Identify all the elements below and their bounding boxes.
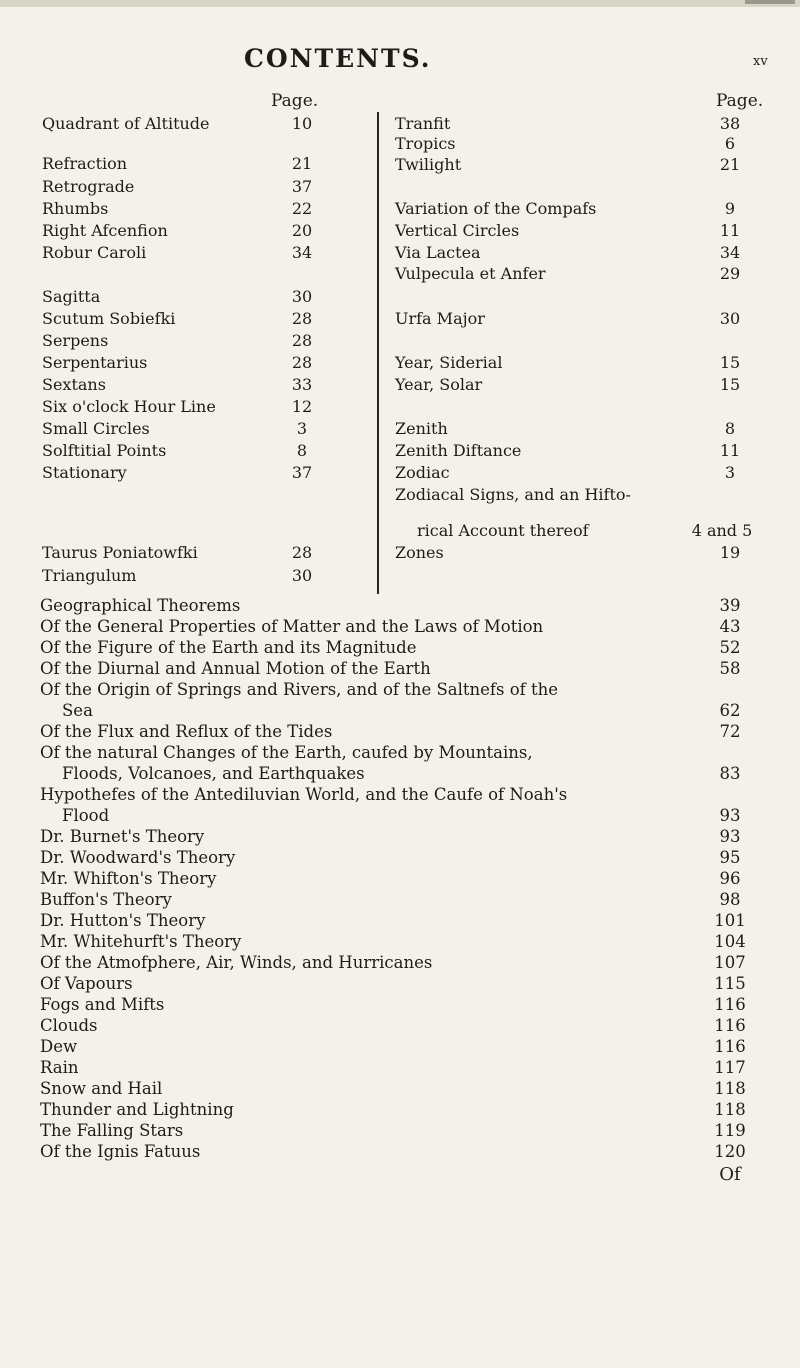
main-contents: Geographical Theorems 39 Of the General Properties of Matter and the Laws of Motion 43 Of the Figure of the Earth and its Magnitude 52 Of the Diurnal and Annual Motion of the Earth 58 Of the Origin of Springs and Rivers, and of the Saltnefs of the Sea 62 Of the Flux and Reflux of the Tides 72 Of the natural Changes of the Earth, caufed by Mountains, Floods, Volcanoes, and Earthquakes 83 Hypothefes of the Antediluvian World, and the Caufe of Noah's Flood 93 Dr. Burnet's Theory 93 Dr. Woodward's Theory 95 Mr. Whifton's Theory 96 Buffon's Theory 98 Dr. Hutton's Theory 101 Mr. Whitehurft's Theory 104 Of the Atmofphere, Air, Winds, and Hurricanes 107 Of Vapours 115 Fogs and Mifts 116 Clouds 116 Dew 116 Rain 117 Snow and Hail 118 Thunder and Lightning 118 The Falling Stars 119 Of the Ignis Fatuus 120 Of xyxy=(40,0,760,1368)
page-number: xv xyxy=(753,54,768,69)
catchword: Of xyxy=(719,1164,741,1185)
left-page-heading: Page. xyxy=(271,91,319,111)
right-page-heading: Page. xyxy=(716,91,764,111)
page-title: CONTENTS. xyxy=(244,44,432,73)
